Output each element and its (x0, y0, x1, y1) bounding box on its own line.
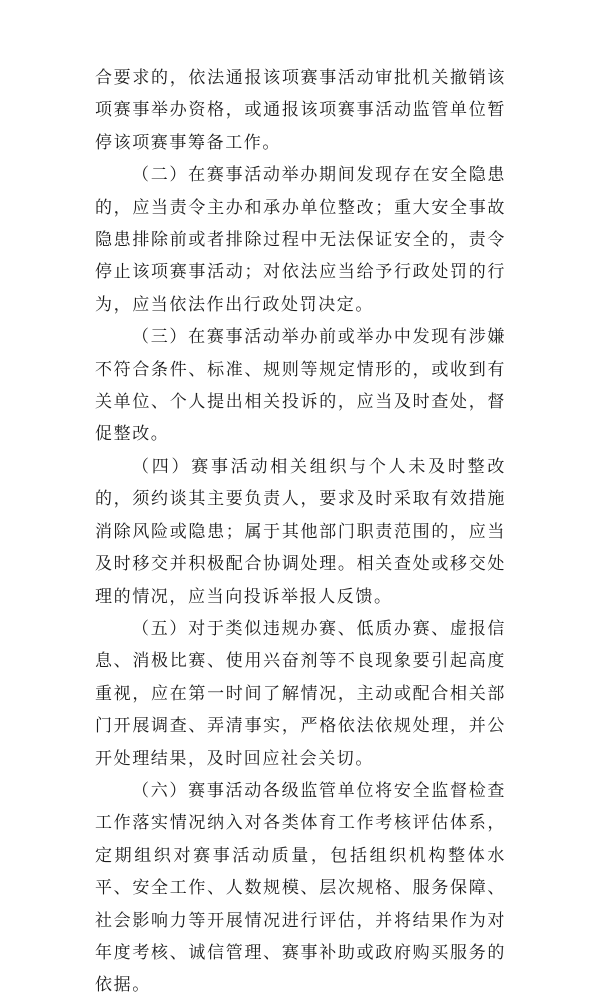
paragraph-item-4: （四）赛事活动相关组织与个人未及时整改的，须约谈其主要负责人，要求及时采取有效措施消除风险或隐患；属于其他部门职责范围的，应当及时移交并积极配合协调处理。相关查处或移交处理的情况，应当向投诉举报人反馈。 (95, 456, 506, 607)
document-body (95, 62, 506, 1002)
paragraph-item-2: （二）在赛事活动举办期间发现存在安全隐患的，应当责令主办和承办单位整改；重大安全事故隐患排除前或者排除过程中无法保证安全的，责令停止该项赛事活动；对依法应当给予行政处罚的行为，应当依法作出行政处罚决定。 (95, 165, 506, 315)
paragraph-item-5: （五）对于类似违规办赛、低质办赛、虚报信息、消极比赛、使用兴奋剂等不良现象要引起高度重视，应在第一时间了解情况，主动或配合相关部门开展调查、弄清事实，严格依法依规处理，并公开处理结果，及时回应社会关切。 (95, 618, 506, 769)
paragraph-item-6: （六）赛事活动各级监管单位将安全监督检查工作落实情况纳入对各类体育工作考核评估体系，定期组织对赛事活动质量，包括组织机构整体水平、安全工作、人数规模、层次规格、服务保障、社会影响力等开展情况进行评估，并将结果作为对年度考核、诚信管理、赛事补助或政府购买服务的依据。 (95, 780, 506, 996)
paragraph-item-3: （三）在赛事活动举办前或举办中发现有涉嫌不符合条件、标准、规则等规定情形的，或收到有关单位、个人提出相关投诉的，应当及时查处，督促整改。 (95, 327, 506, 445)
paragraph-continuation: 合要求的，依法通报该项赛事活动审批机关撤销该项赛事举办资格，或通报该项赛事活动监管单位暂停该项赛事筹备工作。 (95, 68, 506, 153)
